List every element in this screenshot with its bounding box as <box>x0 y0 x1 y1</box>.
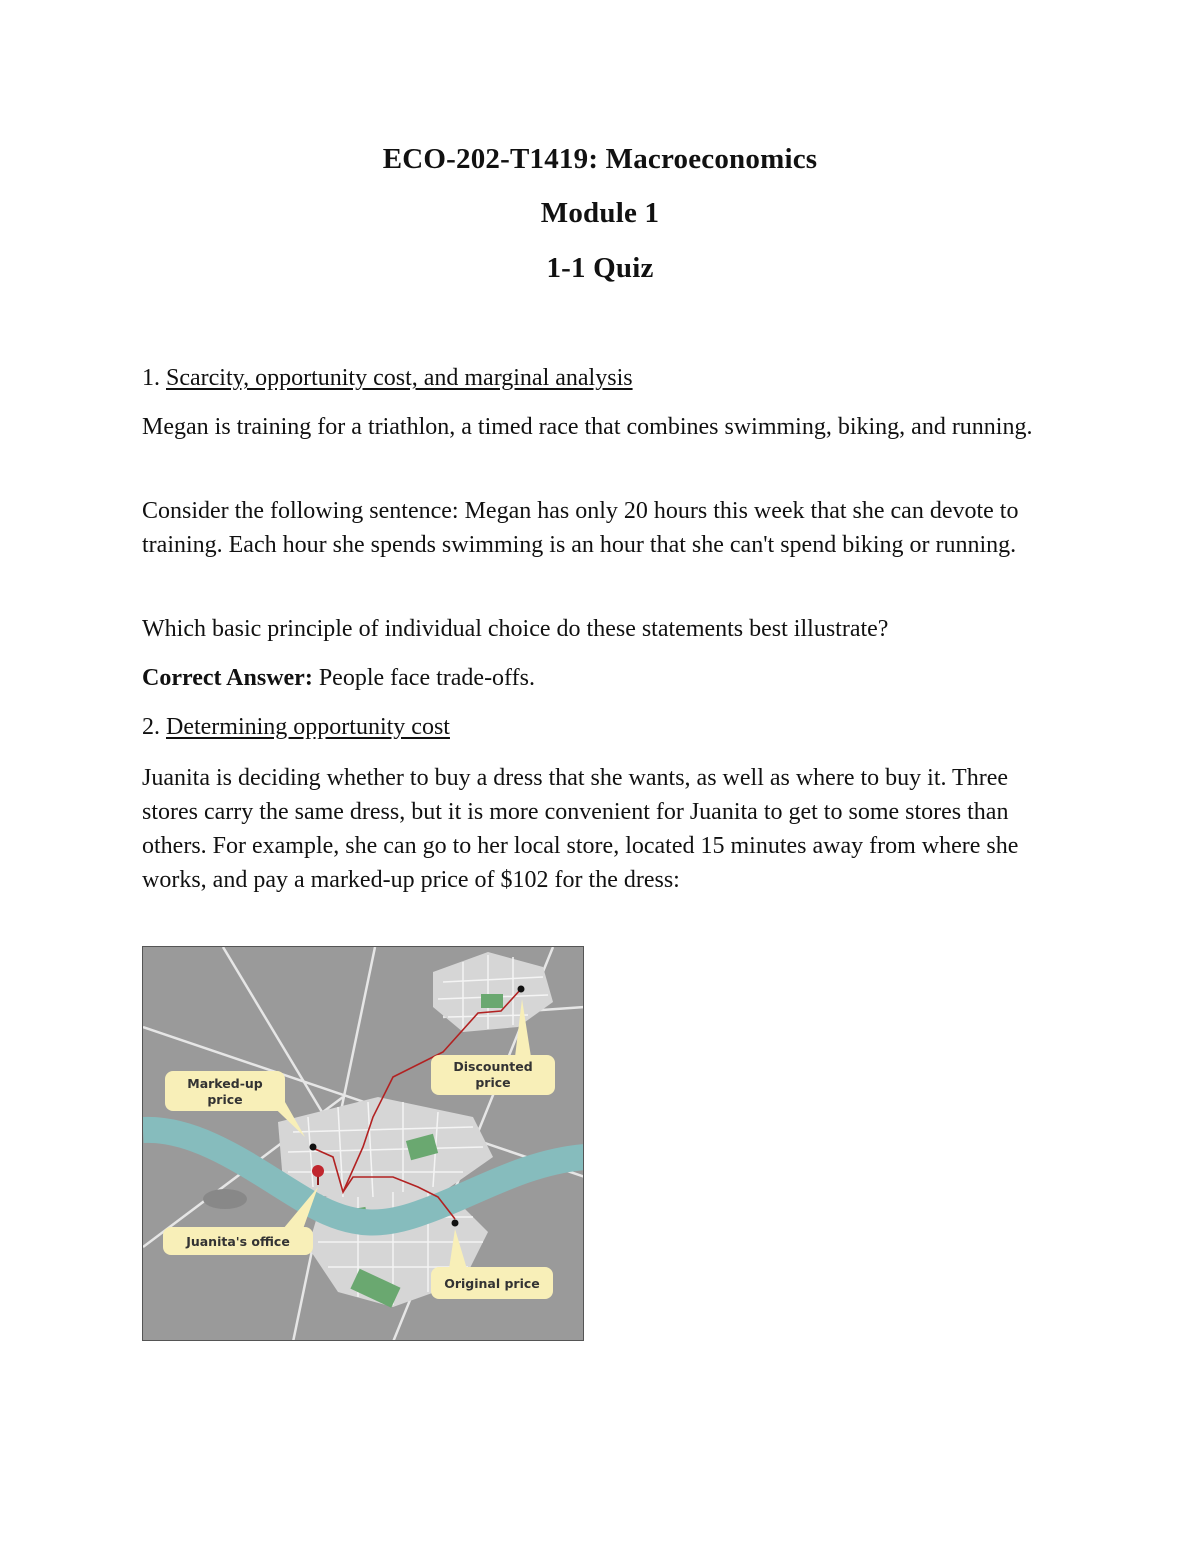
q1-answer <box>142 661 1062 695</box>
lake <box>203 1189 247 1209</box>
q2-paragraph-1: Juanita is deciding whether to buy a dress that she wants, as well as where to buy it. Three stores carry the same dress, but it is more convenient for Juanita to get to some stores than others. For example, she can go to her local store, located 15 minutes away from where she works, and pay a marked-up price of $102 for the dress: <box>142 765 1019 893</box>
discount-store-marker <box>518 986 525 993</box>
q1-paragraph-1: Megan is training for a triathlon, a timed race that combines swimming, biking, and running. <box>142 414 1033 440</box>
q1-answer-label: Correct Answer: <box>142 665 313 691</box>
original-store-marker <box>452 1220 459 1227</box>
course-title: ECO-202-T1419: Macroeconomics <box>382 143 818 175</box>
callout-office-label: Juanita's office <box>186 1234 290 1249</box>
callout-discounted-line2: price <box>475 1075 511 1090</box>
park-north <box>481 994 503 1008</box>
q1-question: Which basic principle of individual choice do these statements best illustrate? <box>142 616 889 642</box>
store-map-figure <box>142 946 584 1341</box>
q1-paragraph-2: Consider the following sentence: Megan has only 20 hours this week that she can devote to training. Each hour she spends swimming is an hour that she can't spend biking or running. <box>142 498 1019 558</box>
store-map <box>143 947 584 1341</box>
module-title: Module 1 <box>540 197 660 229</box>
callout-marked-up-line1: Marked-up <box>187 1076 263 1091</box>
callout-marked-up-line2: price <box>207 1092 243 1107</box>
q1-topic: Scarcity, opportunity cost, and marginal analysis <box>166 365 633 391</box>
q1-answer-text: People face trade-offs. <box>318 665 535 691</box>
callout-original-label: Original price <box>444 1276 540 1291</box>
q1-number: 1. <box>142 365 160 391</box>
callout-discounted-line1: Discounted <box>453 1059 533 1074</box>
q1-heading <box>142 361 1062 395</box>
q2-number: 2. <box>142 714 160 740</box>
quiz-title: 1-1 Quiz <box>546 252 654 284</box>
q2-heading <box>142 710 1062 744</box>
markedup-store-marker <box>310 1144 317 1151</box>
q2-topic: Determining opportunity cost <box>166 714 450 740</box>
